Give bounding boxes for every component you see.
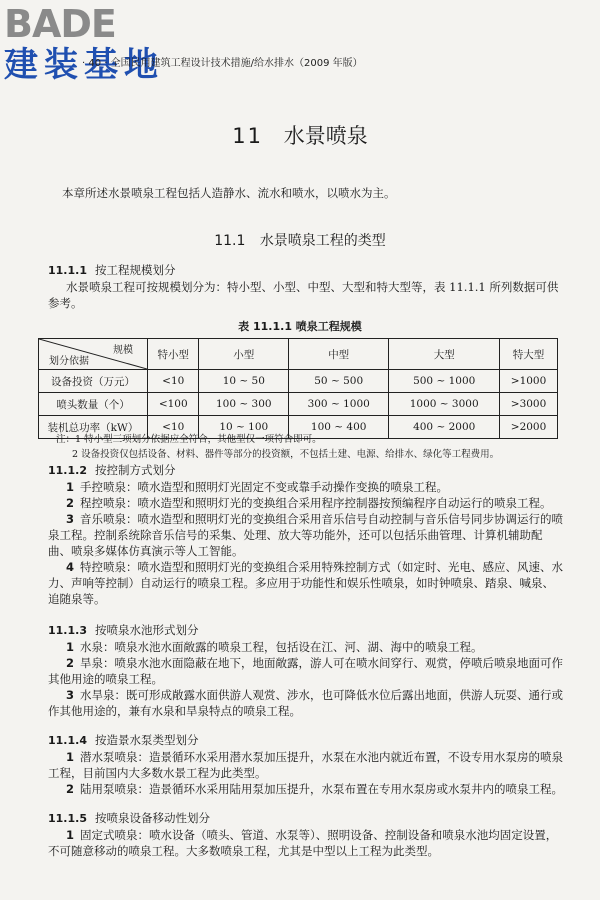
corner-bottom-label: 划分依据 [49, 356, 89, 367]
item-number: 4 [66, 560, 75, 574]
item-text: 潜水泵喷泉：造景循环水采用潜水泵加压提升，水泵在水池内就近布置，不设专用水泵房的喷泉工程，目前国内大多数水景工程为此类型。 [48, 750, 564, 780]
item-number: 2 [66, 782, 75, 796]
col-header: 特小型 [148, 339, 199, 370]
table-cell: 1000 ~ 3000 [389, 393, 500, 416]
item-text: 音乐喷泉：喷水造型和照明灯光的变换组合采用音乐信号自动控制与音乐信号同步协调运行的喷泉工程。控制系统除音乐信号的采集、处理、放大等功能外，还可以包括乐曲管理、计算机辅助配曲、喷泉多媒体仿真演示等人工智能。 [48, 512, 564, 558]
logo-wordmark: BADE [4, 2, 116, 46]
section-title [0, 230, 600, 250]
note-1: 注：1 特小型三项划分依据应全符合，其他型仅一项符合即可。 [56, 434, 322, 445]
body-paragraph: 水景喷泉工程可按规模划分为：特小型、小型、中型、大型和特大型等，表 11.1.1 所列数据可供参考。 [48, 280, 559, 310]
subsection-name: 按控制方式划分 [94, 463, 176, 477]
subsection-number: 11.1.1 [48, 264, 87, 277]
subsection-number: 11.1.2 [48, 464, 87, 477]
subsection-heading [48, 462, 564, 479]
list-item [48, 511, 564, 559]
subsection-11-1-1 [48, 262, 564, 311]
section-name: 水景喷泉工程的类型 [259, 233, 386, 249]
table-cell: 10 ~ 50 [199, 370, 289, 393]
table-cell: 100 ~ 400 [289, 416, 389, 439]
list-item [48, 655, 564, 687]
chapter-title [0, 120, 600, 150]
table-cell: <100 [148, 393, 199, 416]
item-number: 3 [66, 512, 75, 526]
table-cell: 100 ~ 300 [199, 393, 289, 416]
col-header: 特大型 [500, 339, 558, 370]
subsection-heading [48, 732, 564, 749]
item-text: 手控喷泉：喷水造型和照明灯光固定不变或靠手动操作变换的喷泉工程。 [80, 480, 449, 494]
subsection-heading [48, 622, 564, 639]
subsection-name: 按造景水泵类型划分 [94, 733, 199, 747]
item-number: 1 [66, 750, 75, 764]
table-cell: <10 [148, 370, 199, 393]
table-cell: >1000 [500, 370, 558, 393]
table-cell: 10 ~ 100 [199, 416, 289, 439]
subsection-number: 11.1.4 [48, 734, 87, 747]
row-label: 设备投资（万元） [39, 370, 148, 393]
table-header-row [39, 339, 558, 370]
scale-table [38, 338, 558, 439]
subsection-11-1-2 [48, 462, 564, 607]
item-number: 1 [66, 828, 75, 842]
table-cell: <10 [148, 416, 199, 439]
col-header: 小型 [199, 339, 289, 370]
list-item [48, 559, 564, 607]
item-text: 陆用泵喷泉：造景循环水采用陆用泵加压提升，水泵布置在专用水泵房或水泵井内的喷泉工程。 [80, 782, 564, 796]
table-cell: >2000 [500, 416, 558, 439]
list-item [48, 479, 564, 495]
item-text: 特控喷泉：喷水造型和照明灯光的变换组合采用特殊控制方式（如定时、光电、感应、风速、水力、声响等控制）自动运行的喷泉工程。多应用于功能性和娱乐性喷泉，如时钟喷泉、踏泉、喊泉、追随泉等。 [48, 560, 564, 606]
item-number: 1 [66, 480, 75, 494]
row-label: 喷头数量（个） [39, 393, 148, 416]
table-cell: 50 ~ 500 [289, 370, 389, 393]
list-item [48, 639, 564, 655]
section-number: 11.1 [214, 233, 246, 249]
table-row [39, 393, 558, 416]
item-number: 3 [66, 688, 75, 702]
table-cell: >3000 [500, 393, 558, 416]
publisher-logo [4, 4, 194, 94]
subsection-name: 按喷泉水池形式划分 [94, 623, 199, 637]
col-header: 中型 [289, 339, 389, 370]
item-number: 2 [66, 656, 75, 670]
intro-paragraph: 本章所述水景喷泉工程包括人造静水、流水和喷水，以喷水为主。 [62, 186, 396, 200]
item-number: 2 [66, 496, 75, 510]
table-cell: 400 ~ 2000 [389, 416, 500, 439]
list-item [48, 827, 564, 859]
subsection-11-1-4 [48, 732, 564, 797]
subsection-number: 11.1.3 [48, 624, 87, 637]
running-head: · 40 · 全国民用建筑工程设计技术措施/给水排水（2009 年版） [82, 58, 363, 69]
table-cell: 300 ~ 1000 [289, 393, 389, 416]
item-text: 固定式喷泉：喷水设备（喷头、管道、水泵等）、照明设备、控制设备和喷泉水池均固定设置，不可随意移动的喷泉工程。大多数喷泉工程，尤其是中型以上工程为此类型。 [48, 828, 558, 858]
chapter-name: 水景喷泉 [283, 124, 368, 148]
list-item [48, 781, 564, 797]
list-item [48, 749, 564, 781]
subsection-11-1-3 [48, 622, 564, 719]
logo-chinese: 建装基地 [4, 45, 164, 85]
item-text: 水旱泉：既可形成敞露水面供游人观赏、涉水，也可降低水位后露出地面，供游人玩耍、通行或作其他用途的，兼有水泉和旱泉特点的喷泉工程。 [48, 688, 564, 718]
list-item [48, 495, 564, 511]
item-text: 程控喷泉：喷水造型和照明灯光的变换组合采用程序控制器按预编程序自动运行的喷泉工程。 [80, 496, 552, 510]
item-text: 水泉：喷泉水池水面敞露的喷泉工程，包括设在江、河、湖、海中的喷泉工程。 [80, 640, 483, 654]
subsection-heading [48, 262, 564, 279]
item-text: 旱泉：喷泉水池水面隐蔽在地下，地面敞露，游人可在喷水间穿行、观赏，停喷后喷泉地面可作其他用途的喷泉工程。 [48, 656, 564, 686]
list-item [48, 687, 564, 719]
subsection-name: 按工程规模划分 [94, 263, 176, 277]
row-label: 装机总功率（kW） [39, 416, 148, 439]
table-corner-cell [39, 339, 148, 370]
subsection-name: 按喷泉设备移动性划分 [94, 811, 210, 825]
table-row [39, 370, 558, 393]
corner-top-label: 规模 [113, 345, 133, 356]
subsection-heading [48, 810, 564, 827]
col-header: 大型 [389, 339, 500, 370]
table-cell: 500 ~ 1000 [389, 370, 500, 393]
subsection-number: 11.1.5 [48, 812, 87, 825]
item-number: 1 [66, 640, 75, 654]
note-2: 2 设备投资仅包括设备、材料、器件等部分的投资额，不包括土建、电源、给排水、绿化等工程费用。 [72, 449, 500, 460]
subsection-11-1-5 [48, 810, 564, 859]
table-caption: 表 11.1.1 喷泉工程规模 [238, 320, 362, 333]
table-notes [56, 432, 499, 462]
chapter-number: 11 [232, 124, 264, 148]
